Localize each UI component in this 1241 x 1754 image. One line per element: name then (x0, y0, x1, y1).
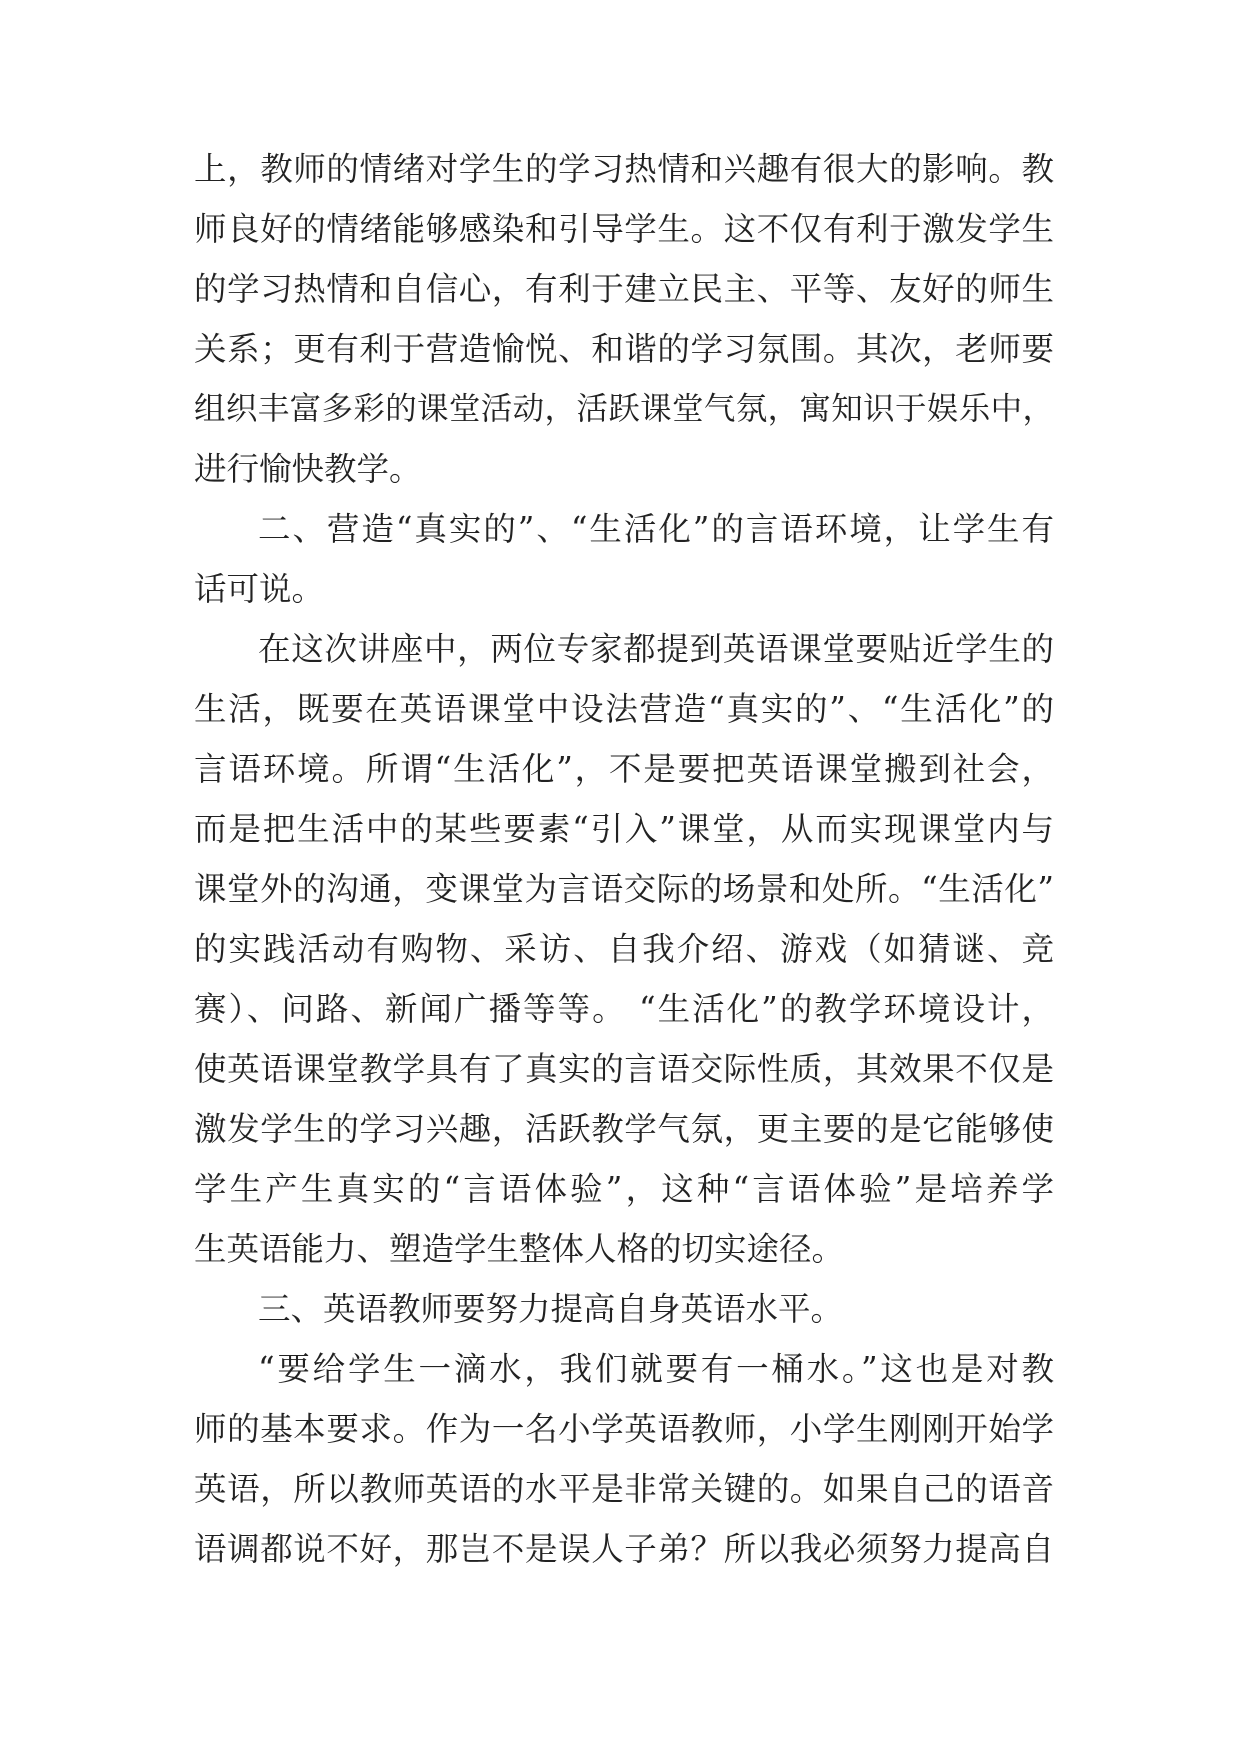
text-line: 而是把生活中的某些要素“引入”课堂，从而实现课堂内与 (194, 810, 1054, 848)
text-line: “要给学生一滴水，我们就要有一桶水。”这也是对教 (258, 1350, 1054, 1388)
text-line: 的学习热情和自信心，有利于建立民主、平等、友好的师生 (194, 270, 1054, 308)
section-heading-line: 话可说。 (194, 570, 325, 608)
text-line: 学生产生真实的“言语体验”，这种“言语体验”是培养学 (194, 1170, 1054, 1208)
text-line: 师的基本要求。作为一名小学英语教师，小学生刚刚开始学 (194, 1410, 1054, 1448)
section-heading-line: 三、英语教师要努力提高自身英语水平。 (258, 1290, 844, 1328)
text-line: 组织丰富多彩的课堂活动，活跃课堂气氛，寓知识于娱乐中， (194, 391, 1054, 427)
text-line: 的实践活动有购物、采访、自我介绍、游戏（如猜谜、竞 (194, 930, 1054, 968)
text-line: 上，教师的情绪对学生的学习热情和兴趣有很大的影响。教 (194, 150, 1054, 188)
text-line: 师良好的情绪能够感染和引导学生。这不仅有利于激发学生 (194, 210, 1054, 248)
text-line: 英语，所以教师英语的水平是非常关键的。如果自己的语音 (194, 1470, 1054, 1508)
text-line: 激发学生的学习兴趣，活跃教学气氛，更主要的是它能够使 (194, 1110, 1054, 1148)
text-line: 在这次讲座中，两位专家都提到英语课堂要贴近学生的 (258, 630, 1054, 668)
text-line: 使英语课堂教学具有了真实的言语交际性质，其效果不仅是 (194, 1050, 1054, 1088)
text-line: 进行愉快教学。 (194, 450, 422, 488)
text-line: 语调都说不好，那岂不是误人子弟？所以我必须努力提高自 (194, 1530, 1054, 1568)
section-heading-line: 二、营造“真实的”、“生活化”的言语环境，让学生有 (258, 510, 1054, 548)
text-line: 生英语能力、塑造学生整体人格的切实途径。 (194, 1230, 845, 1268)
text-line: 关系；更有利于营造愉悦、和谐的学习氛围。其次，老师要 (194, 330, 1054, 368)
text-line: 言语环境。所谓“生活化”，不是要把英语课堂搬到社会， (194, 750, 1054, 788)
text-line: 赛）、问路、新闻广播等等。 “生活化”的教学环境设计， (194, 990, 1054, 1028)
text-line: 生活，既要在英语课堂中设法营造“真实的”、“生活化”的 (194, 690, 1054, 728)
text-line: 课堂外的沟通，变课堂为言语交际的场景和处所。“生活化” (194, 870, 1054, 908)
